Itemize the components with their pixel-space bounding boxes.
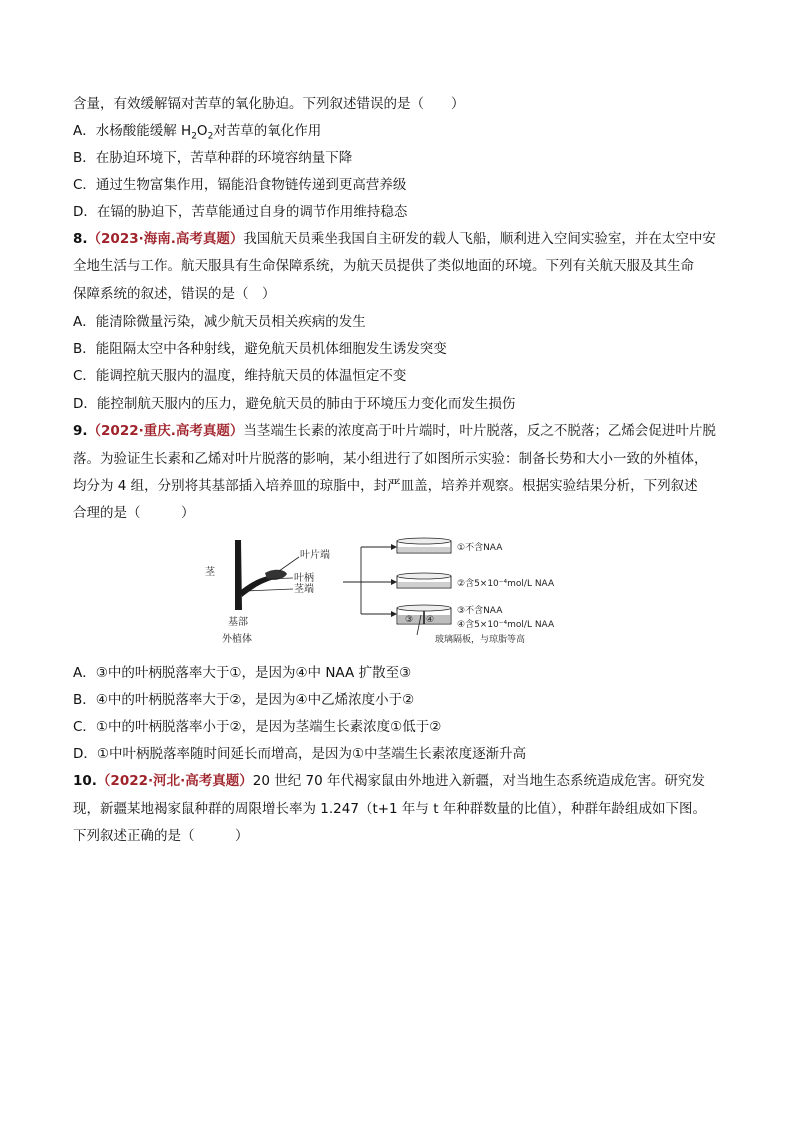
explant-stem	[235, 540, 242, 610]
q10-stem-line-1	[73, 772, 705, 790]
stem-label: 茎	[205, 567, 215, 578]
q8-stem-line-1	[73, 230, 716, 248]
q7-option-a-mid: O	[196, 123, 208, 139]
petiole-label: 叶柄	[294, 573, 314, 584]
q10-stem-2: 现，新疆某地褐家鼠种群的周限增长率为 1.247（t+1 年与 t 年种群数量的比值），种群年龄组成如下图。	[73, 801, 707, 817]
dish-3-label: ③不含NAA	[457, 606, 503, 616]
stem-end-label: 茎端	[294, 584, 314, 595]
q7-stem-tail: 含量，有效缓解镉对苦草的氧化胁迫。下列叙述错误的是（ ）	[73, 96, 465, 112]
base-label: 基部	[228, 617, 248, 628]
arrow-head-3	[391, 611, 397, 617]
q8-option-b[interactable]: B．能阻隔太空中各种射线，避免航天员机体细胞发生诱发突变	[73, 341, 447, 357]
q8-number: 8.	[73, 231, 88, 247]
arrow-head-2	[391, 579, 397, 585]
q8-stem-3: 保障系统的叙述，错误的是（ ）	[73, 286, 276, 302]
q9-source: （2022·重庆.高考真题）	[87, 423, 244, 439]
q10-stem-3: 下列叙述正确的是（ ）	[73, 828, 249, 844]
dish-2-label: ②含5×10⁻⁴mol/L NAA	[457, 579, 555, 589]
q7-option-a-sub2: 2	[207, 131, 214, 142]
petri-dish-2	[397, 573, 451, 588]
q9-stem-4: 合理的是（ ）	[73, 505, 195, 521]
q7-option-d[interactable]: D．在镉的胁迫下，苦草能通过自身的调节作用维持稳态	[73, 204, 408, 220]
dish-3-mark: ③	[405, 615, 414, 625]
q9-experiment-figure	[195, 535, 595, 653]
dish-4-mark: ④	[426, 615, 435, 625]
q9-option-c[interactable]: C．①中的叶柄脱落率小于②，是因为茎端生长素浓度①低于②	[73, 719, 442, 735]
q8-source: （2023·海南.高考真题）	[87, 231, 244, 247]
q9-stem-3: 均分为 4 组，分别将其基部插入培养皿的琼脂中，封严皿盖，培养并观察。根据实验结果分析，下列叙述	[73, 478, 698, 494]
q10-stem-1: 20 世纪 70 年代褐家鼠由外地进入新疆，对当地生态系统造成危害。研究发	[252, 773, 705, 789]
dish-4-label: ④含5×10⁻⁴mol/L NAA	[457, 620, 555, 630]
q8-stem-1: 我国航天员乘坐我国自主研发的载人飞船，顺利进入空间实验室，并在太空中安	[243, 231, 716, 247]
petri-dish-1	[397, 538, 451, 553]
q9-stem-line-1	[73, 422, 716, 440]
dish-1-label: ①不含NAA	[457, 543, 503, 553]
arrow-head-1	[391, 544, 397, 550]
glass-divider-label: 玻璃隔板，与琼脂等高	[435, 635, 526, 645]
q8-stem-2: 全地生活与工作。航天服具有生命保障系统，为航天员提供了类似地面的环境。下列有关航天服及其生命	[73, 258, 694, 274]
q9-stem-1: 当茎端生长素的浓度高于叶片端时，叶片脱落，反之不脱落；乙烯会促进叶片脱	[243, 423, 716, 439]
explant-label: 外植体	[222, 634, 252, 645]
q7-option-a-pre: A．水杨酸能缓解 H	[73, 123, 192, 139]
q7-option-b[interactable]: B．在胁迫环境下，苦草种群的环境容纳量下降	[73, 150, 353, 166]
q10-source: （2022·河北·高考真题）	[96, 773, 253, 789]
q9-option-a[interactable]: A．③中的叶柄脱落率大于①，是因为④中 NAA 扩散至③	[73, 665, 412, 681]
q9-option-d[interactable]: D．①中叶柄脱落率随时间延长而增高，是因为①中茎端生长素浓度逐渐升高	[73, 746, 527, 762]
q9-figure-svg	[195, 535, 595, 653]
q7-option-a-sub1: 2	[191, 131, 197, 142]
q8-option-d[interactable]: D．能控制航天服内的压力，避免航天员的肺由于环境压力变化而发生损伤	[73, 396, 516, 412]
q8-option-c[interactable]: C．能调控航天服内的温度，维持航天员的体温恒定不变	[73, 368, 407, 384]
q7-option-a-post: 对苦草的氧化作用	[213, 123, 322, 139]
q10-number: 10.	[73, 773, 97, 789]
q7-option-c[interactable]: C．通过生物富集作用，镉能沿食物链传递到更高营养级	[73, 177, 407, 193]
q8-option-a[interactable]: A．能清除微量污染，减少航天员相关疾病的发生	[73, 314, 366, 330]
q7-option-a[interactable]	[73, 122, 321, 146]
q9-option-b[interactable]: B．④中的叶柄脱落率大于②，是因为④中乙烯浓度小于②	[73, 692, 415, 708]
leaf-end-label: 叶片端	[300, 550, 330, 561]
q9-number: 9.	[73, 423, 88, 439]
q9-stem-2: 落。为验证生长素和乙烯对叶片脱落的影响，某小组进行了如图所示实验：制备长势和大小一致的外植体，	[73, 451, 708, 467]
